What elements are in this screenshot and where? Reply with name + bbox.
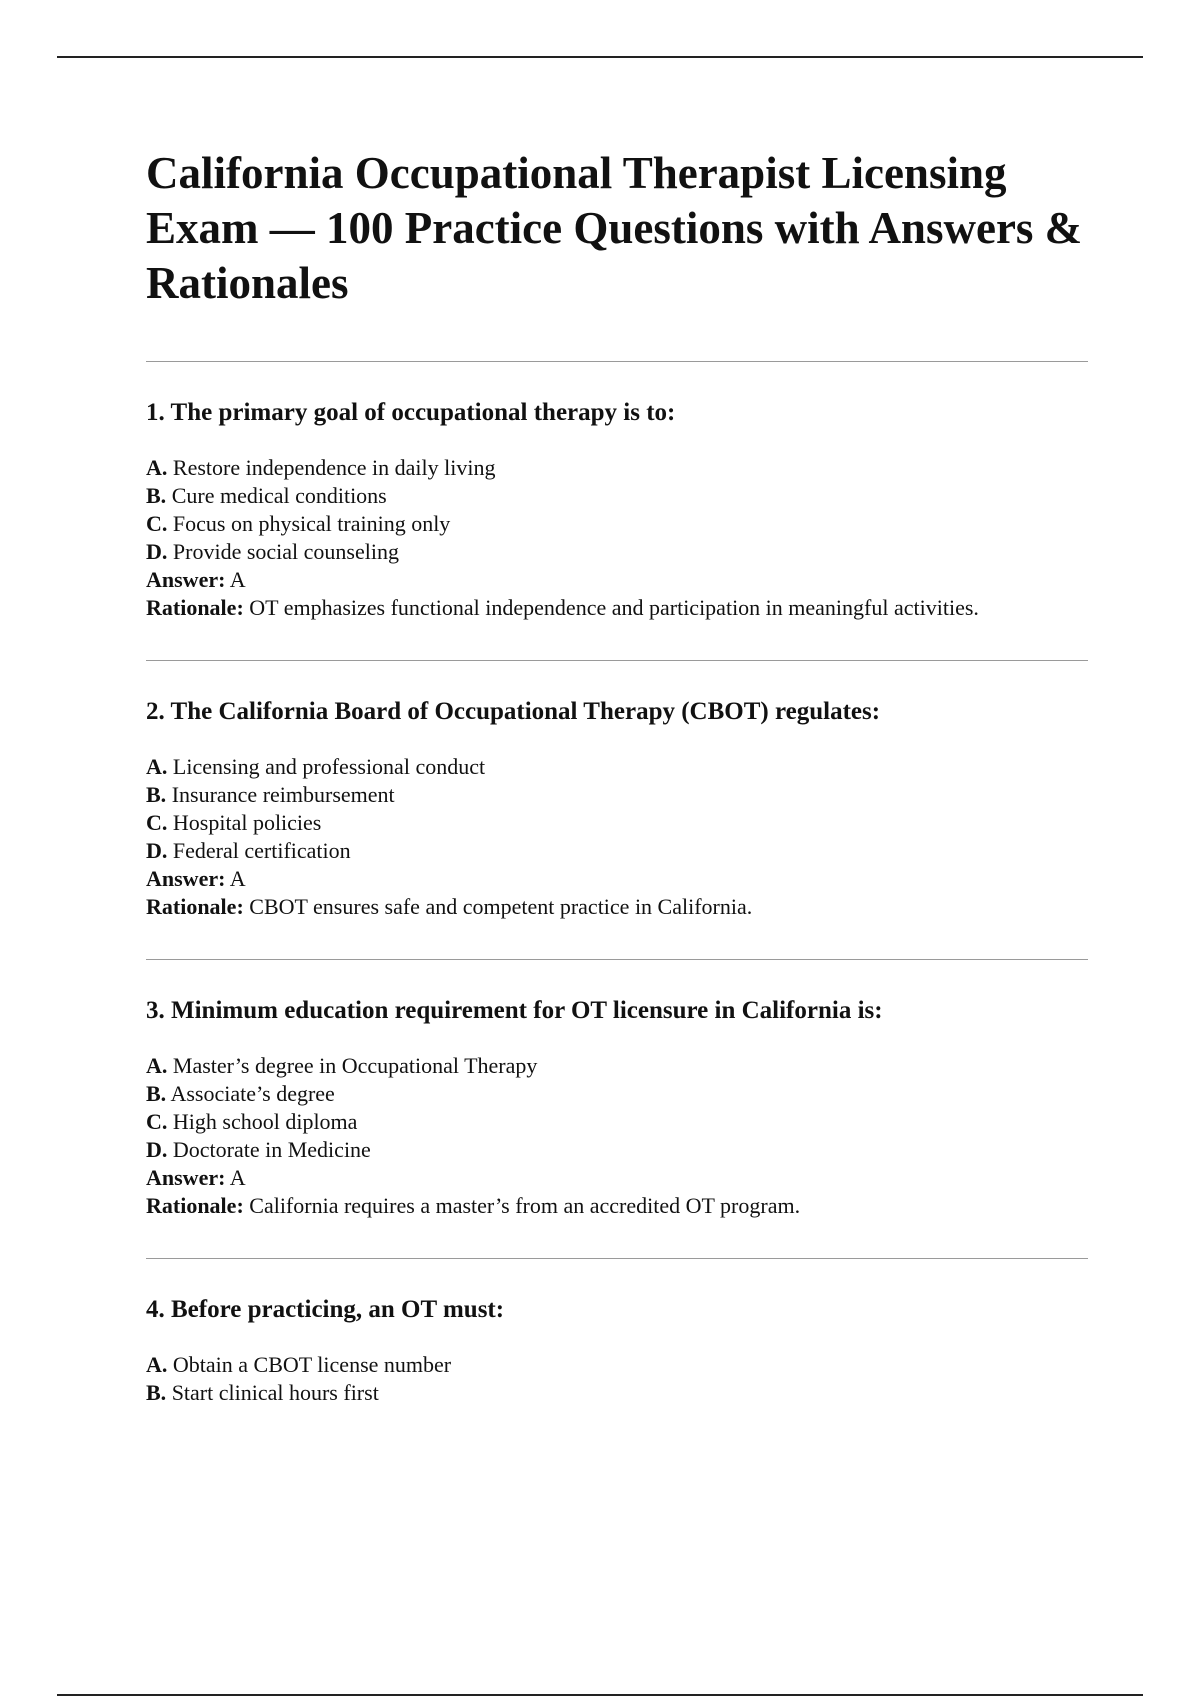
option-letter: B.	[146, 1081, 167, 1106]
document-body	[146, 146, 1088, 1407]
rationale-label: Rationale:	[146, 595, 244, 620]
answer-line	[146, 1164, 1088, 1192]
option-letter: A.	[146, 1053, 168, 1078]
rationale-line	[146, 1192, 1088, 1220]
option-text: Doctorate in Medicine	[172, 1137, 371, 1162]
option-text: Federal certification	[172, 838, 351, 863]
option-b	[146, 1379, 1088, 1407]
option-text: Provide social counseling	[172, 539, 399, 564]
question-title: 3. Minimum education requirement for OT licensure in California is:	[146, 997, 883, 1024]
option-text: High school diploma	[172, 1109, 358, 1134]
question-2	[146, 697, 1088, 921]
option-a	[146, 753, 1088, 781]
option-letter: C.	[146, 810, 168, 835]
rationale-line	[146, 893, 1088, 921]
page-top-rule	[57, 56, 1143, 58]
option-d	[146, 837, 1088, 865]
option-text: Start clinical hours first	[171, 1380, 379, 1405]
rationale-label: Rationale:	[146, 894, 244, 919]
option-letter: A.	[146, 455, 168, 480]
option-letter: C.	[146, 1109, 168, 1134]
option-text: Hospital policies	[172, 810, 322, 835]
answer-label: Answer:	[146, 1165, 226, 1190]
section-divider	[146, 1258, 1088, 1259]
option-letter: D.	[146, 838, 168, 863]
section-divider	[146, 660, 1088, 661]
option-letter: D.	[146, 1137, 168, 1162]
rationale-line	[146, 594, 1088, 622]
question-1	[146, 398, 1088, 622]
option-c	[146, 1108, 1088, 1136]
question-title: 2. The California Board of Occupational Therapy (CBOT) regulates:	[146, 698, 881, 725]
answer-options	[146, 1351, 1088, 1407]
option-text: Obtain a CBOT license number	[172, 1352, 452, 1377]
option-letter: A.	[146, 1352, 168, 1377]
rationale-text: OT emphasizes functional independence and participation in meaningful activities.	[249, 595, 979, 620]
option-b	[146, 781, 1088, 809]
option-text: Restore independence in daily living	[172, 455, 496, 480]
answer-options	[146, 1052, 1088, 1220]
option-a	[146, 1052, 1088, 1080]
option-d	[146, 538, 1088, 566]
option-b	[146, 1080, 1088, 1108]
option-letter: C.	[146, 511, 168, 536]
option-text: Associate’s degree	[170, 1081, 335, 1106]
question-4	[146, 1295, 1088, 1407]
option-text: Cure medical conditions	[171, 483, 387, 508]
option-letter: B.	[146, 1380, 167, 1405]
document-title: California Occupational Therapist Licensing Exam — 100 Practice Questions with Answers & Rationales	[146, 148, 1083, 308]
option-c	[146, 809, 1088, 837]
option-a	[146, 454, 1088, 482]
option-letter: B.	[146, 782, 167, 807]
question-3	[146, 996, 1088, 1220]
option-d	[146, 1136, 1088, 1164]
page-bottom-rule	[57, 1694, 1143, 1696]
question-title: 4. Before practicing, an OT must:	[146, 1296, 505, 1323]
question-title: 1. The primary goal of occupational therapy is to:	[146, 399, 676, 426]
option-text: Licensing and professional conduct	[172, 754, 486, 779]
option-letter: A.	[146, 754, 168, 779]
option-b	[146, 482, 1088, 510]
option-c	[146, 510, 1088, 538]
section-divider	[146, 361, 1088, 362]
option-letter: D.	[146, 539, 168, 564]
option-text: Master’s degree in Occupational Therapy	[172, 1053, 538, 1078]
rationale-text: California requires a master’s from an accredited OT program.	[249, 1193, 801, 1218]
answer-label: Answer:	[146, 866, 226, 891]
answer-value: A	[229, 567, 246, 592]
answer-line	[146, 865, 1088, 893]
option-text: Focus on physical training only	[172, 511, 451, 536]
answer-value: A	[229, 866, 246, 891]
option-a	[146, 1351, 1088, 1379]
rationale-label: Rationale:	[146, 1193, 244, 1218]
section-divider	[146, 959, 1088, 960]
answer-options	[146, 454, 1088, 622]
option-letter: B.	[146, 483, 167, 508]
answer-line	[146, 566, 1088, 594]
answer-value: A	[229, 1165, 246, 1190]
rationale-text: CBOT ensures safe and competent practice in California.	[249, 894, 753, 919]
answer-options	[146, 753, 1088, 921]
answer-label: Answer:	[146, 567, 226, 592]
option-text: Insurance reimbursement	[171, 782, 395, 807]
